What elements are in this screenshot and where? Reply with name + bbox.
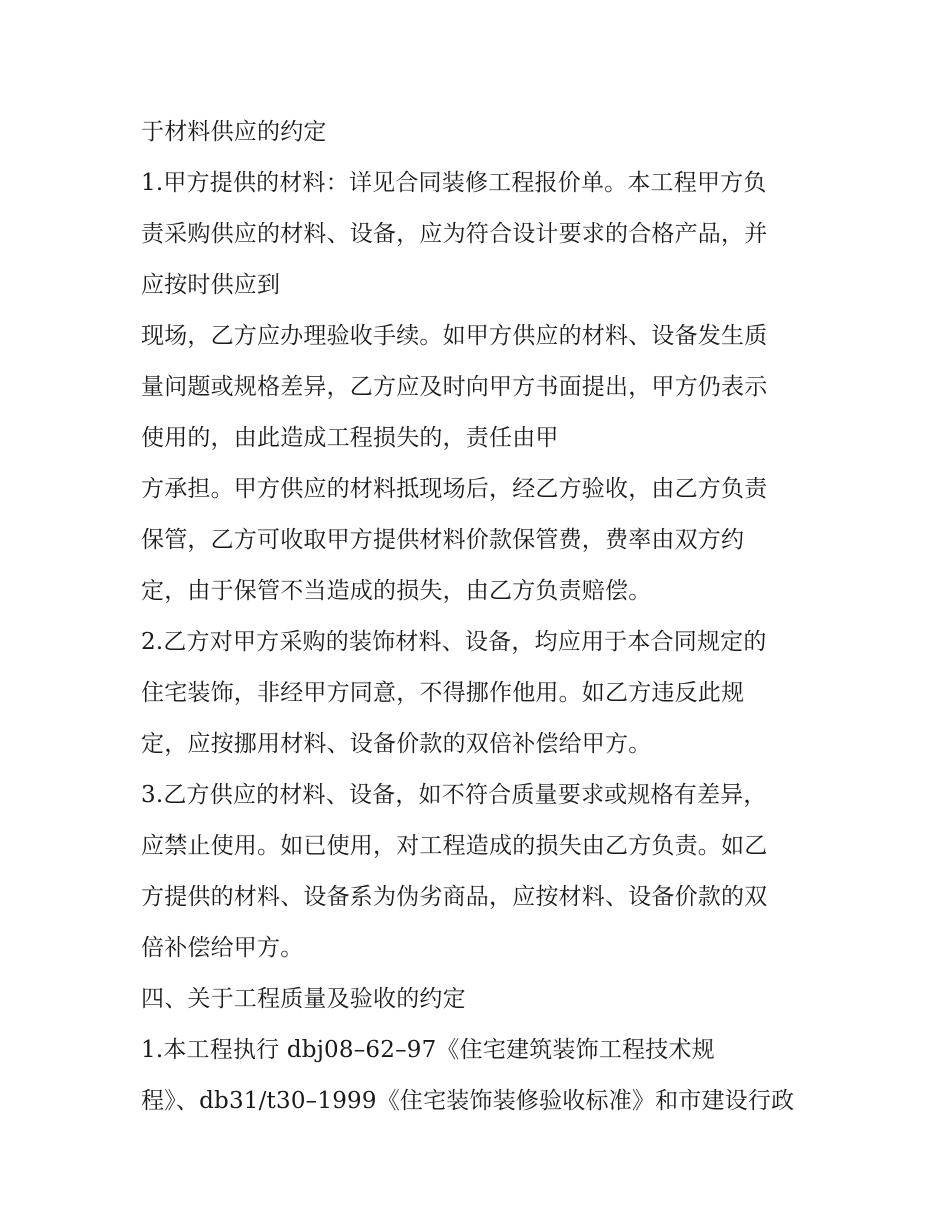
text-line: 住宅装饰，非经甲方同意，不得挪作他用。如乙方违反此规 <box>141 680 745 706</box>
text-line: 现场，乙方应办理验收手续。如甲方供应的材料、设备发生质 <box>141 323 768 349</box>
text-line: 应按时供应到 <box>141 272 281 298</box>
text-line: 1.甲方提供的材料：详见合同装修工程报价单。本工程甲方负 <box>141 170 767 196</box>
text-line: 应禁止使用。如已使用，对工程造成的损失由乙方负责。如乙 <box>141 833 768 859</box>
document-body <box>141 107 821 1127</box>
text-line: 定，由于保管不当造成的损失，由乙方负责赔偿。 <box>141 578 652 604</box>
text-line: 定，应按挪用材料、设备价款的双倍补偿给甲方。 <box>141 731 652 757</box>
text-line: 1.本工程执行 dbj08–62–97《住宅建筑装饰工程技术规 <box>141 1037 715 1063</box>
text-line: 量问题或规格差异，乙方应及时向甲方书面提出，甲方仍表示 <box>141 374 768 400</box>
text-line: 2.乙方对甲方采购的装饰材料、设备，均应用于本合同规定的 <box>141 629 767 655</box>
text-line: 方承担。甲方供应的材料抵现场后，经乙方验收，由乙方负责 <box>141 476 768 502</box>
text-line: 方提供的材料、设备系为伪劣商品，应按材料、设备价款的双 <box>141 884 768 910</box>
section-heading: 四、关于工程质量及验收的约定 <box>141 986 466 1012</box>
text-line: 使用的，由此造成工程损失的，责任由甲 <box>141 425 559 451</box>
text-line: 3.乙方供应的材料、设备，如不符合质量要求或规格有差异， <box>141 782 767 808</box>
text-line: 程》、db31/t30–1999《住宅装饰装修验收标准》和市建设行政 <box>141 1088 795 1114</box>
text-line: 于材料供应的约定 <box>141 119 327 145</box>
text-line: 保管，乙方可收取甲方提供材料价款保管费，费率由双方约 <box>141 527 745 553</box>
text-line: 倍补偿给甲方。 <box>141 935 304 961</box>
text-line: 责采购供应的材料、设备，应为符合设计要求的合格产品，并 <box>141 221 768 247</box>
